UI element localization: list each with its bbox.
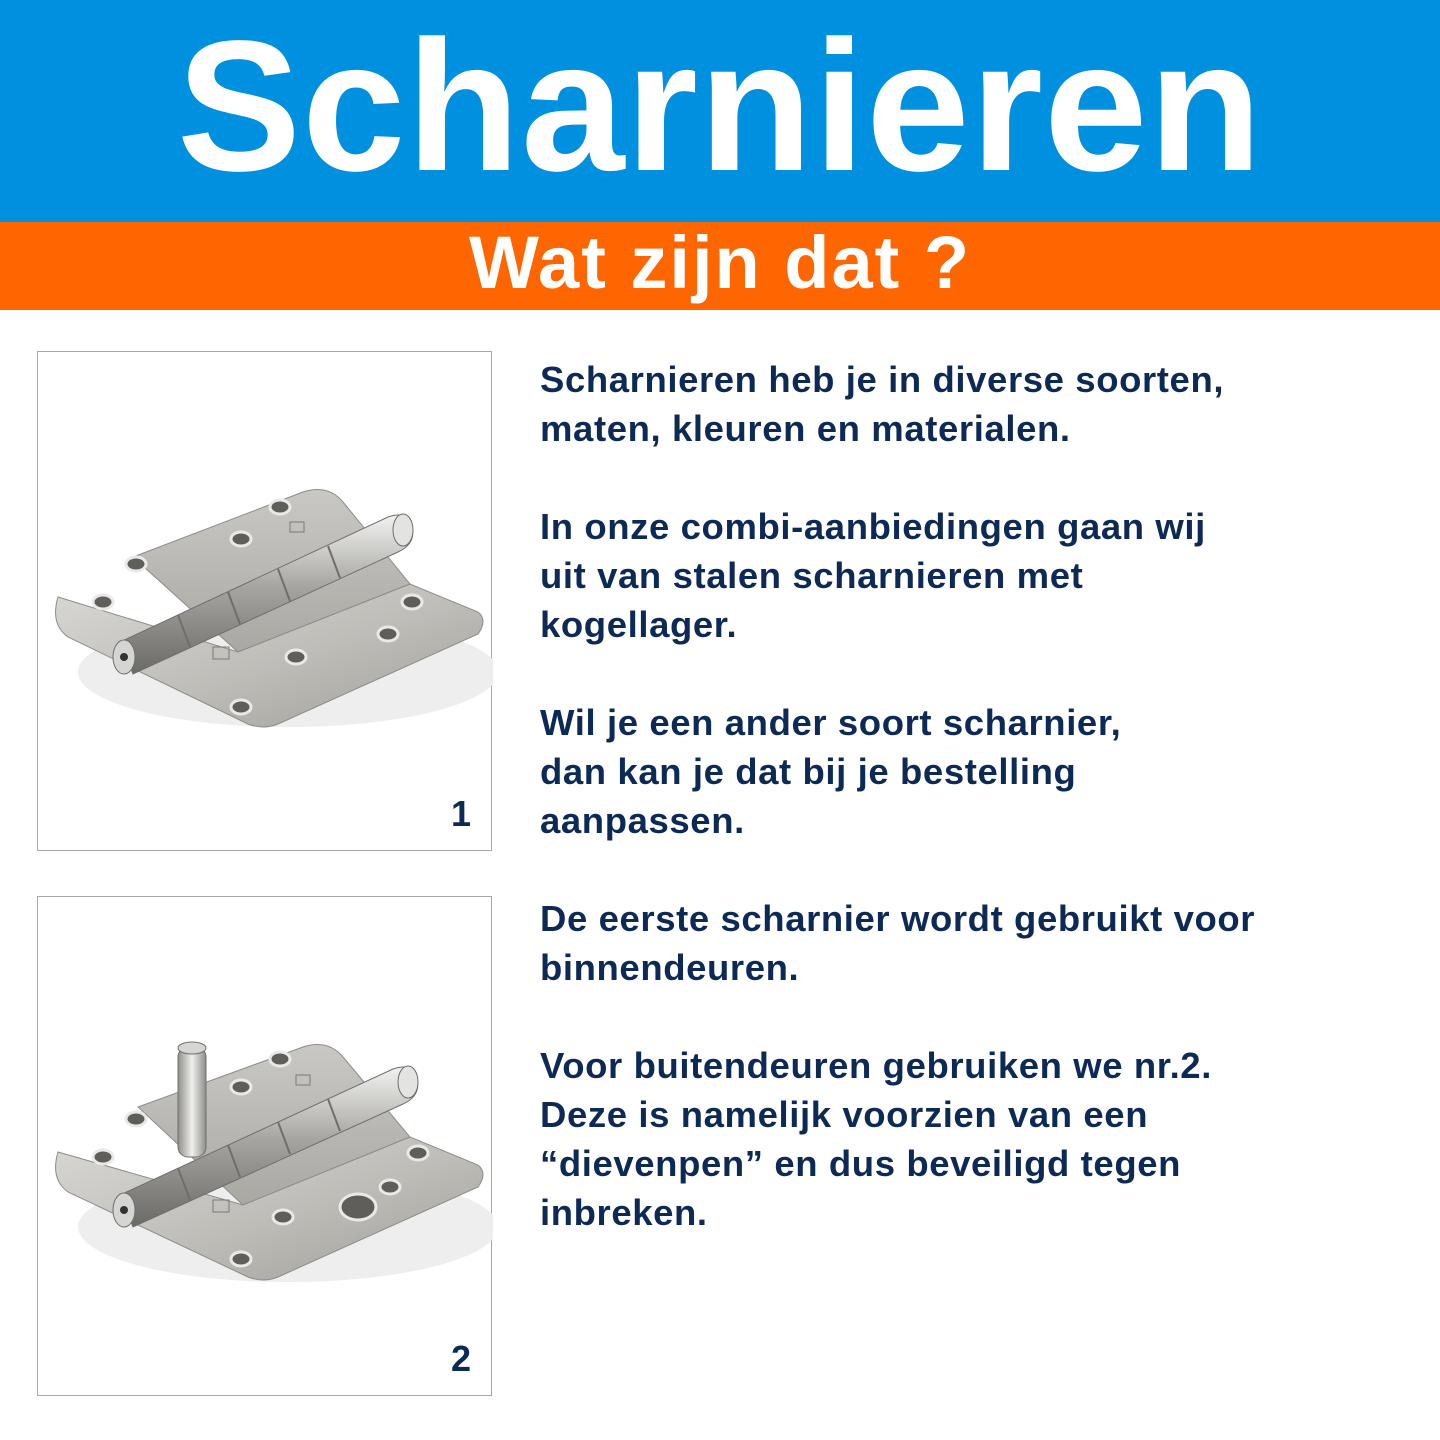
page-subtitle: Wat zijn dat ?	[468, 221, 972, 304]
paragraph-variety: Scharnieren heb je in diverse soorten, maten, kleuren en materialen.	[540, 359, 1225, 449]
hinge-photo-1	[37, 351, 492, 851]
paragraph-exterior-doors: Voor buitendeuren gebruiken we nr.2. Deze is namelijk voorzien van een “dievenpen” en dus beveiligd tegen inbreken.	[540, 1045, 1212, 1233]
paragraph-combi-offers: In onze combi-aanbiedingen gaan wij uit van stalen scharnieren met kogellager.	[540, 506, 1206, 645]
image-number-2: 2	[450, 1338, 471, 1379]
hinge-photo-2	[37, 896, 492, 1396]
subtitle-banner	[0, 222, 1440, 310]
title-banner	[0, 0, 1440, 222]
hinge-with-security-pin-icon	[38, 897, 493, 1397]
page-title: Scharnieren	[176, 3, 1264, 210]
hinge-icon	[38, 352, 493, 852]
description-text	[540, 355, 1435, 1237]
paragraph-change-order: Wil je een ander soort scharnier, dan kan je dat bij je bestelling aanpassen.	[540, 702, 1122, 841]
image-number-1: 1	[450, 793, 471, 834]
paragraph-interior-doors: De eerste scharnier wordt gebruikt voor binnendeuren.	[540, 898, 1256, 988]
